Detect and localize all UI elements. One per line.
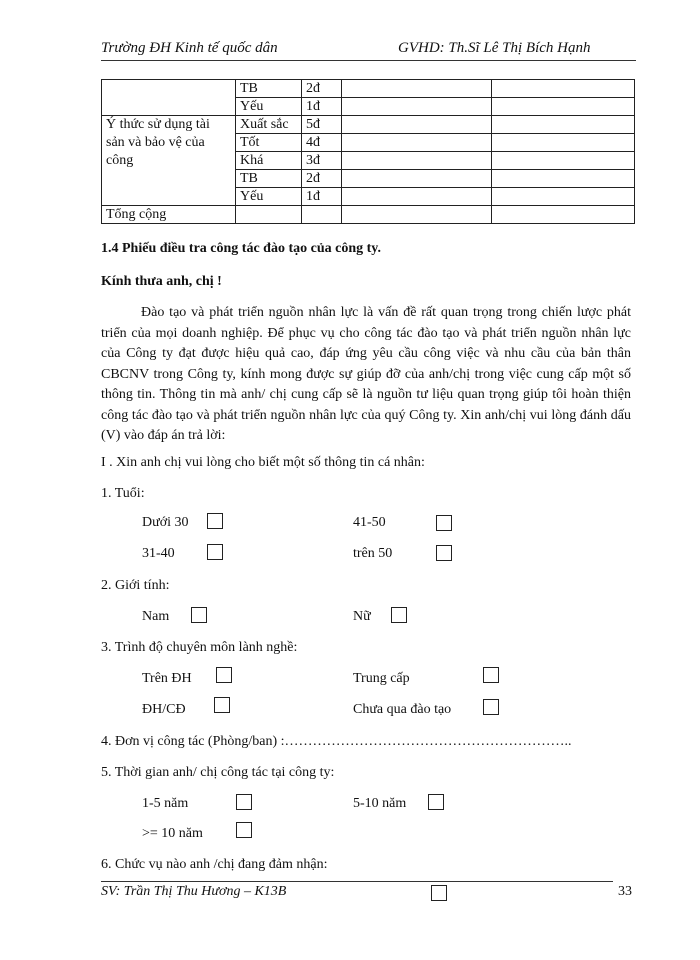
option-label: Dưới 30: [142, 515, 189, 530]
level-cell: Yếu: [236, 98, 302, 116]
footer-rule: [101, 881, 613, 882]
greeting: Kính thưa anh, chị !: [101, 274, 222, 289]
level-cell: Yếu: [236, 188, 302, 206]
section-title: 1.4 Phiếu điều tra công tác đào tạo của công ty.: [101, 241, 381, 256]
footer-student: SV: Trần Thị Thu Hương – K13B: [101, 884, 287, 899]
q3-label: 3. Trình độ chuyên môn lành nghề:: [101, 640, 298, 655]
part1-heading: I . Xin anh chị vui lòng cho biết một số thông tin cá nhân:: [101, 455, 425, 470]
option-label: Trên ĐH: [142, 671, 192, 686]
checkbox-41-50[interactable]: [436, 515, 452, 531]
checkbox-female[interactable]: [391, 607, 407, 623]
score-cell: 1đ: [302, 188, 342, 206]
score-cell: 2đ: [302, 80, 342, 98]
intro-paragraph: Đào tạo và phát triển nguồn nhân lực là vấn đề rất quan trọng trong chiến lược phát triển của mọi doanh nghiệp. Để phục vụ cho công tác đào tạo và phát triển nguồn nhân lực của Công ty đạt được hiệu quả cao, đáp ứng yêu cầu công việc và nhu cầu của bản thân CBCNV trong Công ty, kính mong được sự giúp đỡ của anh/chị trong việc cung cấp một số thông tin. Thông tin mà anh/ chị cung cấp sẽ là nguồn tư liệu quan trọng giúp tôi hoàn thiện công tác đào tạo và phát triển nguồn nhân lực của quý Công ty. Xin anh/chị vui lòng đánh dấu (V) vào đáp án trả lời:: [101, 305, 631, 443]
q4-label: 4. Đơn vị công tác (Phòng/ban) :……………………………………………………..: [101, 734, 572, 749]
checkbox-postgrad[interactable]: [216, 667, 232, 683]
option-label: 41-50: [353, 515, 386, 530]
table-row: [102, 116, 635, 134]
q5-label: 5. Thời gian anh/ chị công tác tại công ty:: [101, 765, 335, 780]
score-cell: 4đ: [302, 134, 342, 152]
criterion-cell: Ý thức sử dụng tài sản và bảo vệ của công: [102, 116, 236, 206]
checkbox-vocational[interactable]: [483, 667, 499, 683]
q1-label: 1. Tuổi:: [101, 486, 145, 501]
level-cell: Tốt: [236, 134, 302, 152]
table-cell-empty: [102, 80, 236, 116]
header-school: Trường ĐH Kinh tế quốc dân: [101, 40, 278, 56]
checkbox-footer[interactable]: [431, 885, 447, 901]
option-label: 1-5 năm: [142, 796, 189, 811]
evaluation-table: [101, 79, 635, 224]
option-label: Trung cấp: [353, 671, 410, 686]
option-label: Nữ: [353, 609, 371, 624]
table-row: [102, 80, 635, 98]
checkbox-under-30[interactable]: [207, 513, 223, 529]
checkbox-over-50[interactable]: [436, 545, 452, 561]
q2-label: 2. Giới tính:: [101, 578, 170, 593]
option-label: 5-10 năm: [353, 796, 407, 811]
option-label: 31-40: [142, 546, 175, 561]
option-label: trên 50: [353, 546, 393, 561]
total-cell: Tổng cộng: [102, 206, 236, 224]
level-cell: TB: [236, 80, 302, 98]
checkbox-1-5-years[interactable]: [236, 794, 252, 810]
header-rule: [101, 60, 636, 61]
checkbox-university[interactable]: [214, 697, 230, 713]
header-advisor: GVHD: Th.Sĩ Lê Thị Bích Hạnh: [398, 40, 591, 56]
checkbox-untrained[interactable]: [483, 699, 499, 715]
level-cell: Xuất sắc: [236, 116, 302, 134]
checkbox-male[interactable]: [191, 607, 207, 623]
page-number: 33: [618, 884, 632, 899]
level-cell: Khá: [236, 152, 302, 170]
checkbox-over-10-years[interactable]: [236, 822, 252, 838]
option-label: >= 10 năm: [142, 826, 203, 841]
score-cell: 5đ: [302, 116, 342, 134]
level-cell: TB: [236, 170, 302, 188]
option-label: Nam: [142, 609, 170, 624]
score-cell: 2đ: [302, 170, 342, 188]
checkbox-31-40[interactable]: [207, 544, 223, 560]
checkbox-5-10-years[interactable]: [428, 794, 444, 810]
option-label: ĐH/CĐ: [142, 702, 186, 717]
option-label: Chưa qua đào tạo: [353, 702, 452, 717]
q6-label: 6. Chức vụ nào anh /chị đang đảm nhận:: [101, 857, 328, 872]
score-cell: 1đ: [302, 98, 342, 116]
table-row-total: [102, 206, 635, 224]
score-cell: 3đ: [302, 152, 342, 170]
